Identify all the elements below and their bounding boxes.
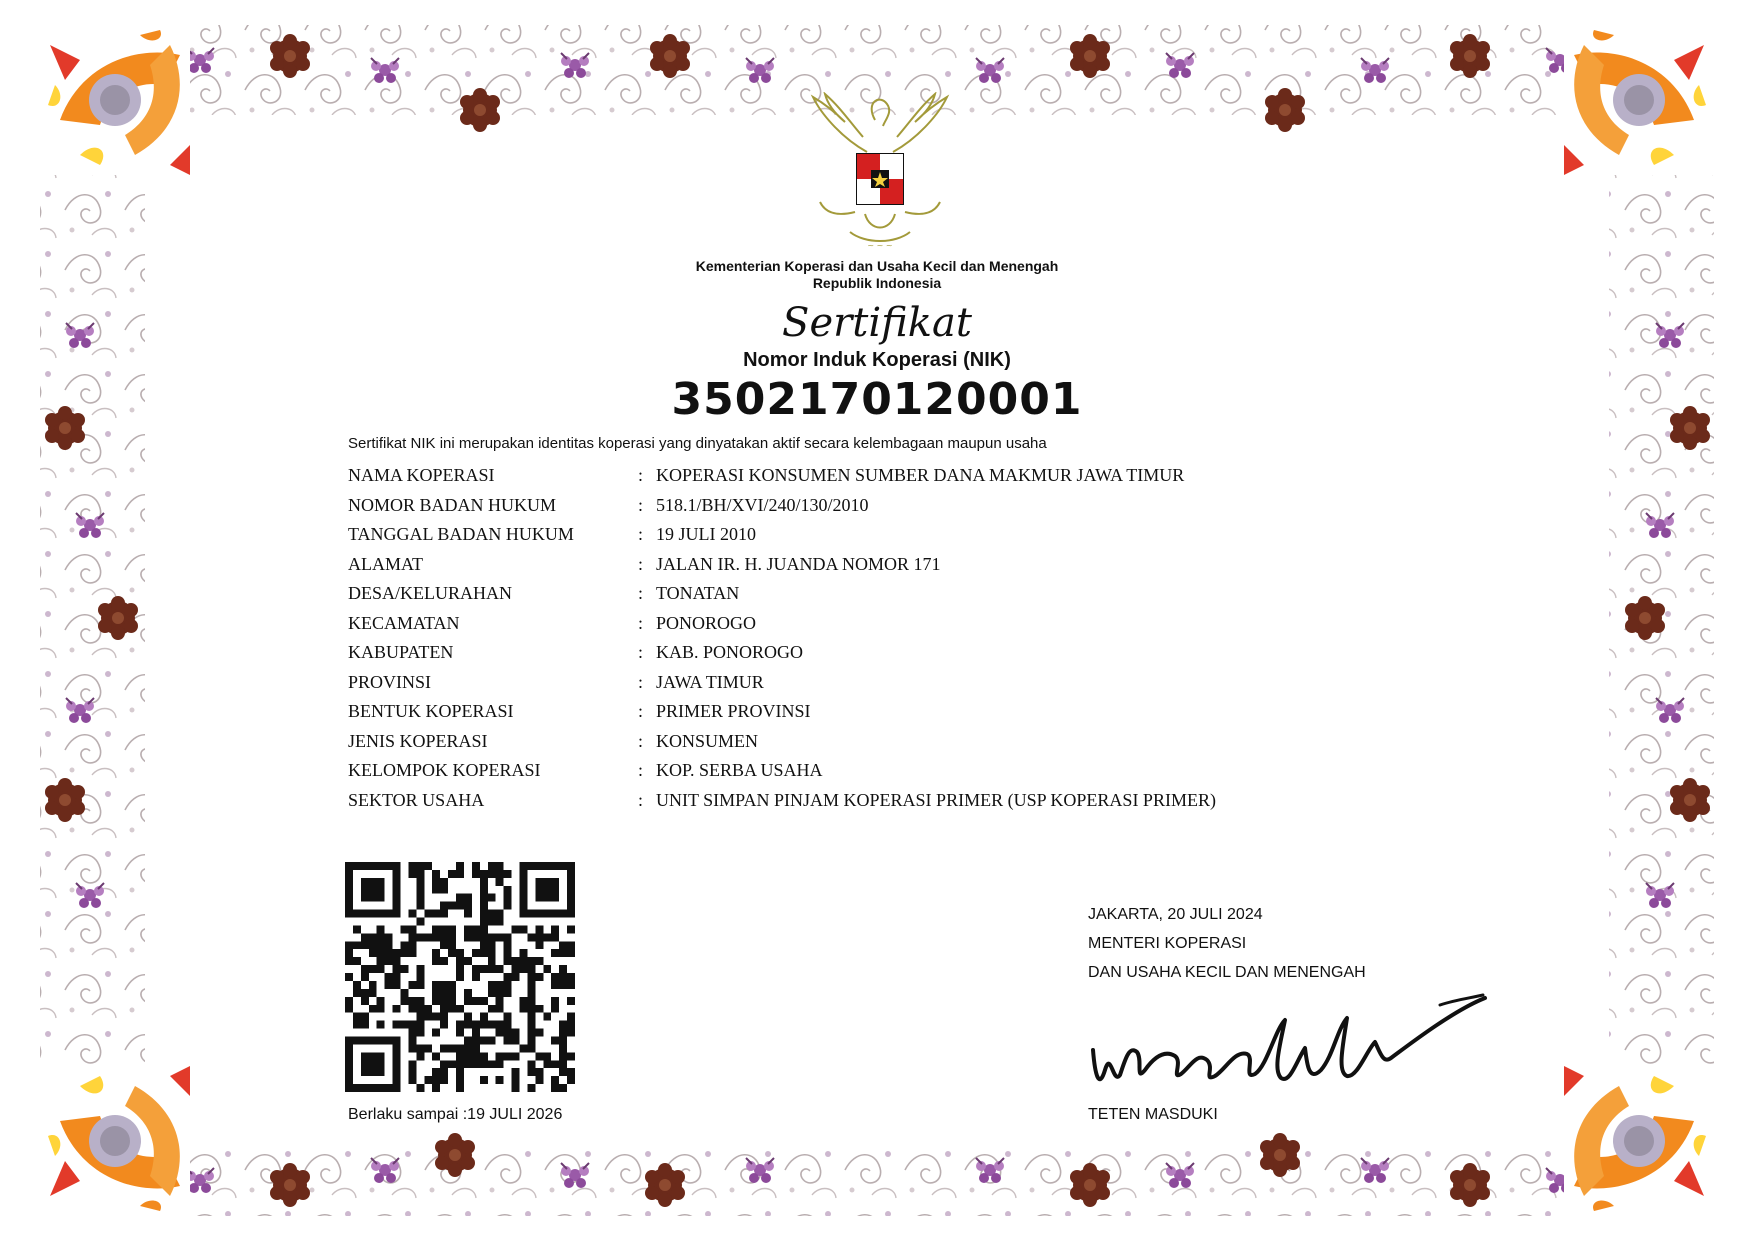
field-label: KABUPATEN xyxy=(348,642,454,662)
field-colon: : xyxy=(638,701,644,721)
field-label: BENTUK KOPERASI xyxy=(348,701,514,721)
field-value: TONATAN xyxy=(656,583,740,603)
field-label: NAMA KOPERASI xyxy=(348,465,495,485)
field-value: 19 JULI 2010 xyxy=(656,524,756,544)
certificate-title: Sertifikat xyxy=(782,300,972,346)
field-label: NOMOR BADAN HUKUM xyxy=(348,494,557,515)
field-label: SEKTOR USAHA xyxy=(348,789,485,810)
field-value: UNIT SIMPAN PINJAM KOPERASI PRIMER (USP KOPERASI PRIMER) xyxy=(656,789,1216,810)
nik-number: 3502170120001 xyxy=(671,374,1083,425)
field-label: JENIS KOPERASI xyxy=(348,730,488,751)
certificate-subtitle: Nomor Induk Koperasi (NIK) xyxy=(743,349,1011,371)
field-value: PRIMER PROVINSI xyxy=(656,701,811,721)
field-colon: : xyxy=(638,642,644,662)
field-label: PROVINSI xyxy=(348,671,432,692)
ministry-name: Kementerian Koperasi dan Usaha Kecil dan Menengah xyxy=(695,258,1059,274)
field-value: JALAN IR. H. JUANDA NOMOR 171 xyxy=(656,553,941,574)
field-colon: : xyxy=(638,465,644,485)
field-label: ALAMAT xyxy=(348,553,423,574)
field-value: JAWA TIMUR xyxy=(656,671,764,692)
signatory-name: TETEN MASDUKI xyxy=(1088,1106,1218,1123)
field-value: KOP. SERBA USAHA xyxy=(656,760,823,780)
field-label: KECAMATAN xyxy=(348,612,460,633)
field-colon: : xyxy=(638,494,644,515)
signatory-position-line2: DAN USAHA KECIL DAN MENENGAH xyxy=(1088,964,1366,981)
field-value: PONOROGO xyxy=(656,612,757,633)
field-colon: : xyxy=(638,760,644,780)
field-colon: : xyxy=(638,730,644,751)
signing-place-date: JAKARTA, 20 JULI 2024 xyxy=(1088,906,1263,923)
field-colon: : xyxy=(638,524,644,544)
garuda-emblem-icon xyxy=(805,92,955,252)
field-label: TANGGAL BADAN HUKUM xyxy=(348,524,574,544)
field-colon: : xyxy=(638,789,644,810)
qr-code-icon xyxy=(345,862,575,1092)
certificate-intro: Sertifikat NIK ini merupakan identitas koperasi yang dinyatakan aktif secara kelembagaan maupun usaha xyxy=(348,435,1047,452)
signatory-position-line1: MENTERI KOPERASI xyxy=(1088,935,1247,952)
field-value: KONSUMEN xyxy=(656,730,759,751)
validity-date: Berlaku sampai :19 JULI 2026 xyxy=(348,1106,563,1123)
handwritten-signature xyxy=(1085,990,1495,1100)
field-value: KOPERASI KONSUMEN SUMBER DANA MAKMUR JAWA TIMUR xyxy=(656,465,1185,485)
field-colon: : xyxy=(638,671,644,692)
svg-text:~ ~ ~: ~ ~ ~ xyxy=(867,241,893,250)
field-colon: : xyxy=(638,553,644,574)
field-label: KELOMPOK KOPERASI xyxy=(348,760,541,780)
field-value: KAB. PONOROGO xyxy=(656,642,804,662)
field-label: DESA/KELURAHAN xyxy=(348,583,512,603)
country-name: Republik Indonesia xyxy=(812,275,942,291)
field-colon: : xyxy=(638,583,644,603)
field-value: 518.1/BH/XVI/240/130/2010 xyxy=(656,494,869,515)
field-colon: : xyxy=(638,612,644,633)
